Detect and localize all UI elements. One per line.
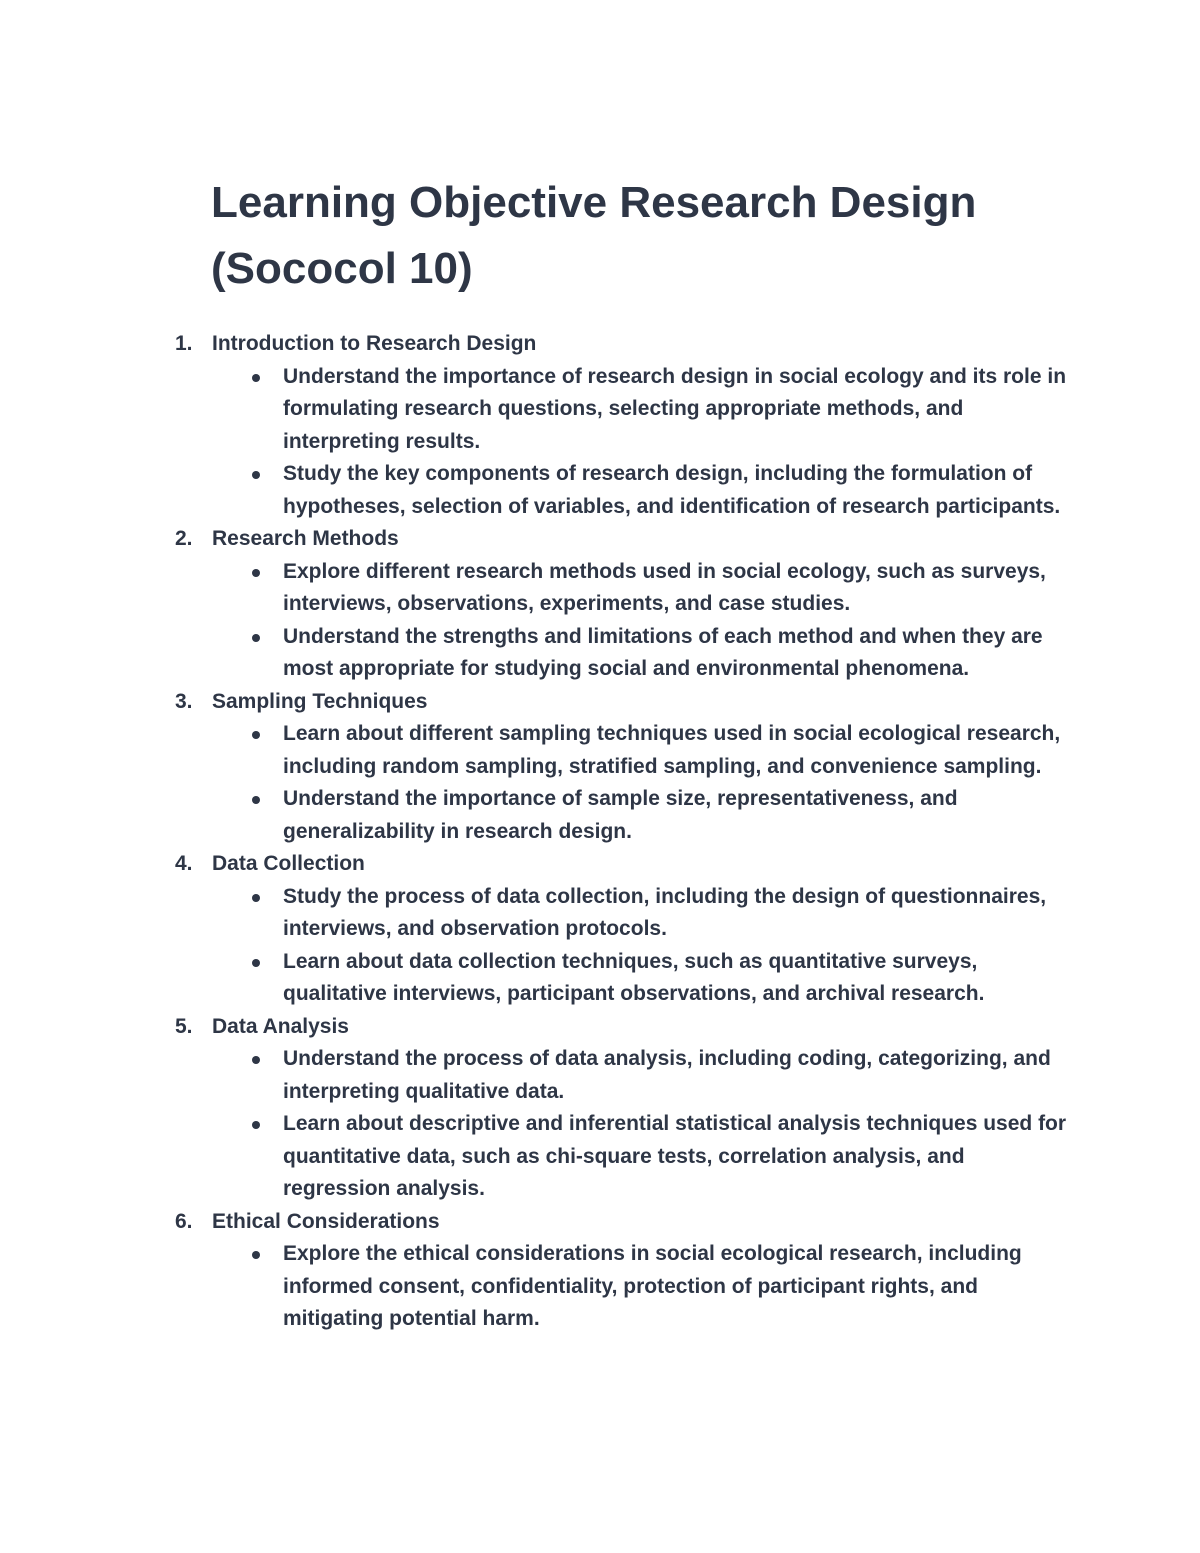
bullet-item bbox=[0, 783, 1073, 848]
section-title: Introduction to Research Design bbox=[212, 332, 537, 355]
bullet-dot-icon bbox=[252, 796, 260, 804]
bullet-list bbox=[0, 881, 1200, 1011]
bullet-list bbox=[0, 556, 1200, 686]
section-title: Sampling Techniques bbox=[212, 689, 428, 713]
bullet-text: Understand the importance of research design in social ecology and its role in formulating research questions, selecting appropriate methods, and interpreting results. bbox=[283, 364, 1067, 453]
section-item bbox=[0, 328, 1200, 523]
bullet-list bbox=[0, 1043, 1200, 1206]
section-number: 6. bbox=[175, 1209, 193, 1233]
bullet-item bbox=[0, 1238, 1073, 1336]
section-title: Ethical Considerations bbox=[212, 1209, 440, 1233]
objectives-list bbox=[0, 328, 1200, 1336]
bullet-dot-icon bbox=[252, 731, 260, 739]
section-number: 3. bbox=[175, 689, 193, 713]
bullet-text: Learn about descriptive and inferential statistical analysis techniques used for quantitative data, such as chi-square tests, correlation analysis, and regression analysis. bbox=[283, 1112, 1067, 1200]
bullet-item bbox=[0, 881, 1073, 946]
bullet-list bbox=[0, 1238, 1200, 1336]
bullet-item bbox=[0, 458, 1073, 523]
bullet-item bbox=[0, 1043, 1073, 1108]
section-number: 5. bbox=[175, 1014, 193, 1038]
bullet-dot-icon bbox=[252, 1056, 260, 1064]
section-number: 4. bbox=[175, 852, 193, 875]
bullet-text: Learn about different sampling techniques used in social ecological research, including random sampling, stratified sampling, and convenience sampling. bbox=[283, 722, 1061, 778]
bullet-text: Study the key components of research design, including the formulation of hypotheses, selection of variables, and identification of research participants. bbox=[283, 462, 1061, 518]
bullet-text: Learn about data collection techniques, such as quantitative surveys, qualitative interviews, participant observations, and archival research. bbox=[283, 949, 985, 1005]
bullet-item bbox=[0, 1108, 1073, 1206]
bullet-dot-icon bbox=[252, 959, 260, 967]
bullet-item bbox=[0, 556, 1073, 621]
bullet-text: Understand the process of data analysis, including coding, categorizing, and interpreting qualitative data. bbox=[283, 1047, 1051, 1103]
bullet-dot-icon bbox=[252, 1251, 260, 1259]
bullet-dot-icon bbox=[252, 471, 260, 479]
bullet-item bbox=[0, 718, 1073, 783]
section-heading bbox=[0, 686, 1200, 719]
section-item bbox=[0, 1011, 1200, 1206]
bullet-text: Explore different research methods used in social ecology, such as surveys, interviews, observations, experiments, and case studies. bbox=[283, 559, 1046, 615]
section-heading bbox=[0, 1206, 1200, 1239]
bullet-list bbox=[0, 361, 1200, 524]
bullet-text: Study the process of data collection, including the design of questionnaires, interviews, and observation protocols. bbox=[283, 884, 1047, 940]
bullet-item bbox=[0, 361, 1073, 459]
bullet-item bbox=[0, 946, 1073, 1011]
bullet-list bbox=[0, 718, 1200, 848]
bullet-dot-icon bbox=[252, 569, 260, 577]
section-title: Research Methods bbox=[212, 527, 399, 550]
bullet-dot-icon bbox=[252, 634, 260, 642]
section-title: Data Collection bbox=[212, 852, 365, 875]
bullet-dot-icon bbox=[252, 374, 260, 382]
section-item bbox=[0, 686, 1200, 849]
bullet-item bbox=[0, 621, 1073, 686]
section-item bbox=[0, 1206, 1200, 1336]
section-heading bbox=[0, 523, 1200, 556]
section-number: 1. bbox=[175, 332, 193, 355]
bullet-text: Understand the strengths and limitations of each method and when they are most appropriate for studying social and environmental phenomena. bbox=[283, 624, 1043, 680]
section-heading bbox=[0, 1011, 1200, 1044]
bullet-dot-icon bbox=[252, 1121, 260, 1129]
section-item bbox=[0, 848, 1200, 1011]
document-title bbox=[211, 170, 1111, 302]
section-heading bbox=[0, 848, 1200, 881]
section-number: 2. bbox=[175, 527, 193, 550]
bullet-dot-icon bbox=[252, 894, 260, 902]
title-line-1: Learning Objective Research Design bbox=[211, 178, 977, 227]
bullet-text: Explore the ethical considerations in social ecological research, including informed consent, confidentiality, protection of participant rights, and mitigating potential harm. bbox=[283, 1242, 1022, 1330]
bullet-text: Understand the importance of sample size, representativeness, and generalizability in research design. bbox=[283, 787, 958, 843]
section-title: Data Analysis bbox=[212, 1014, 349, 1038]
title-line-2: (Sococol 10) bbox=[211, 244, 473, 293]
section-item bbox=[0, 523, 1200, 686]
section-heading bbox=[0, 328, 1200, 361]
